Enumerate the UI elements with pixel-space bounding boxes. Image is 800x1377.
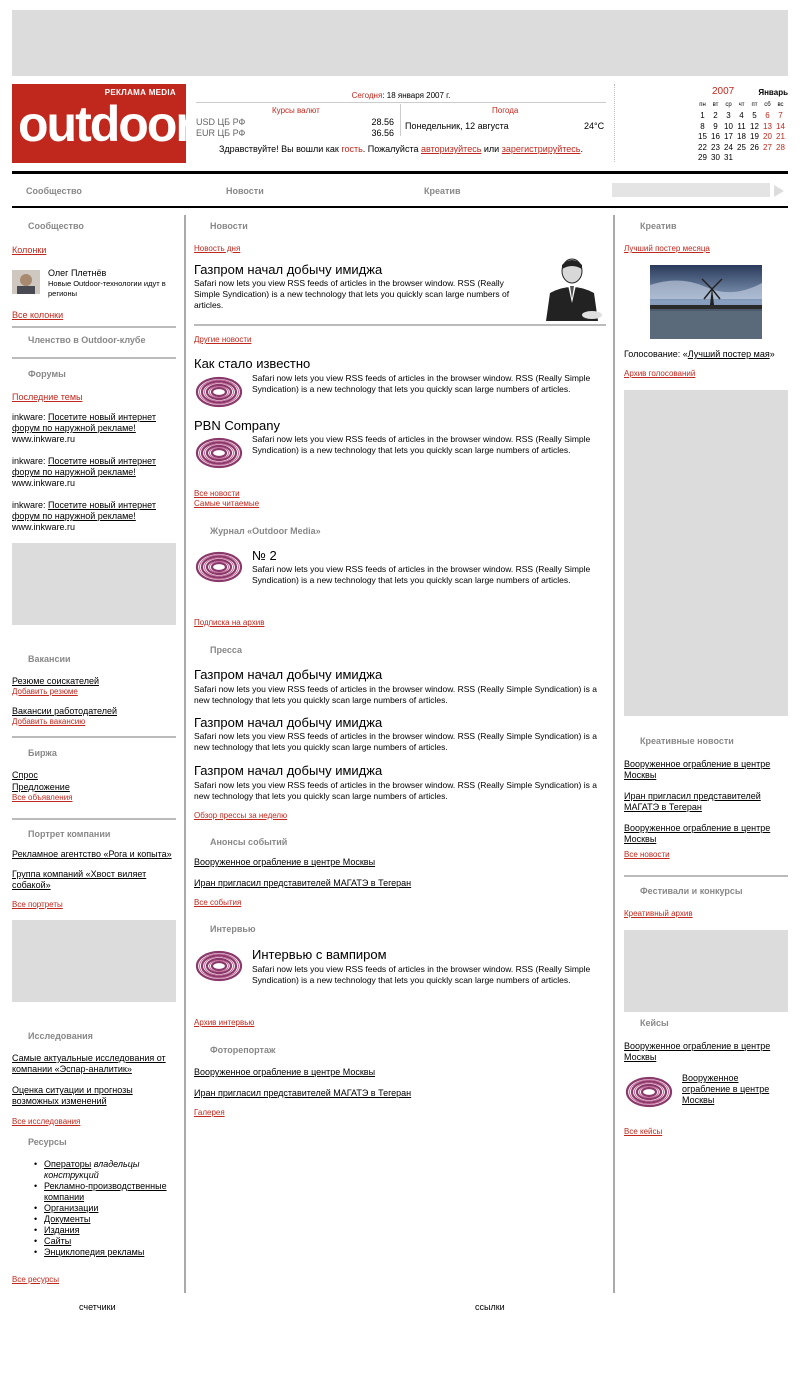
forum-item: inkware: Посетите новый интернет форум по наружной рекламе! www.inkware.ru (12, 412, 156, 444)
calendar-day[interactable] (761, 153, 774, 164)
footer-counters: счетчики (79, 1302, 116, 1312)
ad-banner-right-1[interactable] (624, 390, 788, 716)
author-avatar[interactable] (12, 270, 40, 294)
section-festivals: Фестивали и конкурсы (640, 886, 743, 896)
all-resources-link[interactable]: Все ресурсы (12, 1275, 60, 1284)
all-cases-link[interactable]: Все кейсы (624, 1127, 663, 1136)
calendar-day[interactable]: 12 (750, 121, 759, 131)
ad-banner-right-2[interactable] (624, 930, 788, 1012)
press-text: Safari now lets you view RSS feeds of articles in the browser window. RSS (Really Simple Syndication) is a new technology that lets you quickly scan large numbers of articles. (194, 780, 597, 801)
logo-subtitle: РЕКЛАМА MEDIA (104, 88, 176, 97)
interview-archive-link[interactable]: Архив интервью (194, 1018, 255, 1027)
calendar-day[interactable]: 22 (698, 142, 707, 152)
day-header: пт (751, 102, 758, 109)
day-header: ср (725, 102, 732, 109)
best-poster-link[interactable]: Лучший постер месяца (624, 244, 710, 253)
day-header: чт (738, 102, 745, 109)
search-go-icon[interactable] (774, 185, 784, 197)
case-link[interactable]: Вооруженное ограбление в центре Москвы (682, 1073, 770, 1105)
search-input[interactable] (612, 183, 770, 197)
spiral-thumb-icon[interactable] (194, 547, 245, 585)
main-news-photo[interactable] (536, 255, 606, 321)
calendar-day[interactable]: 29 (698, 153, 707, 163)
forum-topic-link[interactable]: Посетите новый интернет форум по наружной рекламе! (12, 456, 156, 477)
section-vacancies: Вакансии (28, 654, 71, 664)
nav-news[interactable]: Новости (226, 186, 264, 196)
calendar-day[interactable]: 14 (776, 121, 785, 131)
guest-link[interactable]: гость (341, 144, 363, 154)
forum-item: inkware: Посетите новый интернет форум по наружной рекламе! www.inkware.ru (12, 500, 156, 532)
news-item-title[interactable]: PBN Company (194, 418, 280, 433)
all-columns-link[interactable]: Все колонки (12, 310, 64, 320)
login-link[interactable]: авторизуйтесь (420, 144, 482, 154)
company-link[interactable]: Рекламное агентство «Рога и копыта» (12, 849, 172, 859)
all-ads-link[interactable]: Все объявления (12, 793, 73, 802)
section-community: Сообщество (28, 221, 84, 231)
calendar-day[interactable]: 5 (752, 111, 757, 121)
section-research: Исследования (28, 1031, 93, 1041)
calendar-day[interactable]: 25 (737, 142, 746, 152)
resource-link[interactable]: Документы (44, 1214, 91, 1224)
interview-title[interactable]: Интервью с вампиром (252, 947, 387, 962)
spiral-thumb-icon[interactable] (624, 1072, 675, 1110)
author-teaser[interactable]: Новые Outdoor-технологии идут в регионы (48, 279, 166, 298)
top-banner[interactable] (12, 10, 788, 76)
event-link[interactable]: Вооруженное ограбление в центре Москвы (194, 857, 376, 867)
usd-rate: USD ЦБ РФ 28.56 (196, 117, 394, 127)
resource-item (32, 1159, 176, 1181)
calendar-day[interactable]: 30 (711, 153, 720, 163)
businessman-portrait-icon (536, 255, 606, 321)
section-interview: Интервью (210, 924, 256, 934)
nav-community[interactable]: Сообщество (26, 186, 82, 196)
author-name: Олег Плетнёв (48, 268, 107, 278)
calendar-day[interactable]: 19 (750, 132, 759, 142)
author-photo-icon (12, 270, 40, 294)
company-link[interactable]: Группа компаний «Хвост виляет собакой» (12, 869, 147, 890)
calendar-day[interactable] (735, 153, 748, 164)
news-item-text: Safari now lets you view RSS feeds of articles in the browser window. RSS (Really Simple Syndication) is a new technology that lets you quickly scan large numbers of articles. (252, 434, 591, 455)
most-read-link[interactable]: Самые читаемые (194, 499, 260, 508)
calendar-day[interactable]: 15 (698, 132, 707, 142)
resumes-link[interactable]: Резюме соискателей (12, 676, 99, 686)
section-resources: Ресурсы (28, 1137, 67, 1147)
today-date: Сегодня: 18 января 2007 г. (351, 91, 451, 100)
news-item-title[interactable]: Как стало известно (194, 356, 311, 371)
press-text: Safari now lets you view RSS feeds of articles in the browser window. RSS (Really Simple Syndication) is a new technology that lets you quickly scan large numbers of articles. (194, 684, 597, 705)
calendar-day[interactable]: 7 (778, 111, 783, 121)
calendar-day[interactable]: 18 (737, 132, 746, 142)
footer-links: ссылки (475, 1302, 505, 1312)
forum-item: inkware: Посетите новый интернет форум по наружной рекламе! www.inkware.ru (12, 456, 156, 488)
calendar-day[interactable]: 13 (763, 121, 772, 131)
rates-title: Курсы валют (272, 106, 320, 115)
press-title[interactable]: Газпром начал добычу имиджа (194, 763, 383, 778)
forum-topic-link[interactable]: Посетите новый интернет форум по наружной рекламе! (12, 412, 156, 433)
all-research-link[interactable]: Все исследования (12, 1117, 81, 1126)
resource-item (32, 1181, 176, 1203)
main-news-title[interactable]: Газпром начал добычу имиджа (194, 262, 383, 277)
weather-date: Понедельник, 12 августа (405, 121, 509, 131)
divider-left (184, 215, 186, 1293)
calendar-day[interactable]: 24 (724, 142, 733, 152)
section-press: Пресса (210, 645, 242, 655)
section-portrait: Портрет компании (28, 829, 111, 839)
research-link[interactable]: Самые актуальные исследования от компании «Эспар-аналитик» (12, 1053, 166, 1074)
other-news-link[interactable]: Другие новости (194, 335, 252, 344)
day-header: вт (712, 102, 719, 109)
section-news: Новости (210, 221, 248, 231)
calendar-day[interactable]: 9 (713, 121, 718, 131)
calendar-day[interactable]: 27 (763, 142, 772, 152)
main-nav (12, 171, 788, 208)
section-creative-news: Креативные новости (640, 736, 734, 746)
eur-rate: EUR ЦБ РФ 36.56 (196, 128, 394, 138)
resource-item (32, 1225, 176, 1236)
section-events: Анонсы событий (210, 837, 288, 847)
resource-item (32, 1203, 176, 1214)
calendar-day[interactable]: 6 (765, 111, 770, 121)
section-creative: Креатив (640, 221, 677, 231)
news-item-text: Safari now lets you view RSS feeds of articles in the browser window. RSS (Really Simple Syndication) is a new technology that lets you quickly scan large numbers of articles. (252, 373, 591, 394)
news-of-day-link[interactable]: Новость дня (194, 244, 241, 253)
add-resume-link[interactable]: Добавить резюме (12, 687, 78, 696)
creative-news-link[interactable]: Иран пригласил представителей МАГАТЭ в Тегеран (624, 791, 761, 812)
gallery-link[interactable]: Галерея (194, 1108, 225, 1117)
press-title[interactable]: Газпром начал добычу имиджа (194, 715, 383, 730)
press-title[interactable]: Газпром начал добычу имиджа (194, 667, 383, 682)
subscribe-archive-link[interactable]: Подписка на архив (194, 618, 265, 627)
calendar-day[interactable]: 20 (763, 132, 772, 142)
creative-archive-link[interactable]: Креативный архив (624, 909, 693, 918)
resource-link[interactable]: Энциклопедия рекламы (44, 1247, 145, 1257)
photo-report-link[interactable]: Иран пригласил представителей МАГАТЭ в Тегеран (194, 1088, 412, 1098)
calendar-day[interactable]: 21 (776, 132, 785, 142)
calendar-year: 2007 (712, 86, 735, 97)
calendar-day[interactable] (748, 153, 761, 164)
press-text: Safari now lets you view RSS feeds of articles in the browser window. RSS (Really Simple Syndication) is a new technology that lets you quickly scan large numbers of articles. (194, 731, 597, 752)
forum-topic-link[interactable]: Посетите новый интернет форум по наружной рекламе! (12, 500, 156, 521)
section-membership[interactable]: Членство в Outdoor-клубе (28, 335, 146, 345)
calendar-day[interactable]: 10 (724, 121, 733, 131)
calendar-day[interactable]: 31 (724, 153, 733, 163)
vote-link[interactable]: Лучший постер мая (687, 349, 770, 359)
section-cases: Кейсы (640, 1018, 669, 1028)
resource-link[interactable]: Сайты (44, 1236, 72, 1246)
photo-report-link[interactable]: Вооруженное ограбление в центре Москвы (194, 1067, 376, 1077)
case-link[interactable]: Вооруженное ограбление в центре Москвы (624, 1041, 771, 1062)
spiral-thumb-icon[interactable] (194, 946, 245, 984)
best-poster-image[interactable] (650, 265, 762, 339)
weather-title: Погода (492, 106, 519, 115)
all-news-link[interactable]: Все новости (194, 489, 240, 498)
event-link[interactable]: Иран пригласил представителей МАГАТЭ в Тегеран (194, 878, 412, 888)
spiral-thumb-icon[interactable] (194, 372, 245, 410)
windmill-landscape-icon (650, 265, 762, 339)
resource-link[interactable]: Рекламно-производственные компании (44, 1181, 167, 1202)
site-logo[interactable] (12, 84, 193, 163)
journal-text: Safari now lets you view RSS feeds of articles in the browser window. RSS (Really Simple Syndication) is a new technology that lets you quickly scan large numbers of articles. (252, 564, 591, 585)
interview-text: Safari now lets you view RSS feeds of articles in the browser window. RSS (Really Simple Syndication) is a new technology that lets you quickly scan large numbers of articles. (252, 964, 591, 985)
logo-wordmark: outdoor (18, 96, 193, 152)
offer-link[interactable]: Предложение (12, 782, 70, 792)
resource-item (32, 1214, 176, 1225)
calendar-day[interactable]: 1 (700, 111, 705, 121)
resource-item (32, 1236, 176, 1247)
all-creative-news-link[interactable]: Все новости (624, 850, 670, 859)
spiral-thumb-icon[interactable] (194, 433, 245, 471)
resources-list (32, 1159, 176, 1258)
day-header: пн (699, 102, 706, 109)
resource-link[interactable]: Организации (44, 1203, 99, 1213)
register-link[interactable]: зарегистрируйтесь (501, 144, 581, 154)
greeting: Здравствуйте! Вы вошли как гость. Пожалуйста авторизуйтесь или зарегистрируйтесь. (218, 144, 583, 154)
creative-news-link[interactable]: Вооруженное ограбление в центре Москвы (624, 759, 771, 780)
calendar-day[interactable]: 17 (724, 132, 733, 142)
calendar-day[interactable]: 16 (711, 132, 720, 142)
resource-link[interactable]: Издания (44, 1225, 80, 1235)
add-vacancy-link[interactable]: Добавить вакансию (12, 717, 86, 726)
calendar-day[interactable]: 11 (737, 121, 746, 131)
journal-issue-title[interactable]: № 2 (252, 548, 277, 563)
creative-news-link[interactable]: Вооруженное ограбление в центре Москвы (624, 823, 771, 844)
all-portraits-link[interactable]: Все портреты (12, 900, 63, 909)
vote-line: Голосование: «Лучший постер мая» (624, 349, 775, 359)
weather-temp: 24°C (584, 121, 605, 131)
calendar-day[interactable]: 8 (700, 121, 705, 131)
header-info (196, 84, 606, 163)
section-journal: Журнал «Outdoor Media» (210, 526, 321, 536)
calendar-day[interactable]: 4 (739, 111, 744, 121)
resource-item (32, 1247, 176, 1258)
all-events-link[interactable]: Все события (194, 898, 242, 907)
press-review-link[interactable]: Обзор прессы за неделю (194, 811, 288, 820)
day-header: вс (777, 102, 784, 109)
main-news-text: Safari now lets you view RSS feeds of articles in the browser window. RSS (Really Simple Syndication) is a new technology that lets you quickly scan large numbers of articles. (194, 278, 510, 310)
vote-archive-link[interactable]: Архив голосований (624, 369, 696, 378)
calendar-day[interactable]: 28 (776, 142, 785, 152)
resource-note: владельцы конструкций (44, 1159, 140, 1180)
calendar-day[interactable]: 3 (726, 111, 731, 121)
section-photo-report: Фоторепортаж (210, 1045, 276, 1055)
ad-banner-left-2[interactable] (12, 920, 176, 1002)
columns-link[interactable]: Колонки (12, 245, 47, 255)
section-exchange: Биржа (28, 748, 57, 758)
calendar-day[interactable]: 2 (713, 111, 718, 121)
calendar-day[interactable] (774, 153, 787, 164)
ad-banner-left-1[interactable] (12, 543, 176, 625)
calendar-day[interactable]: 23 (711, 142, 720, 152)
calendar-grid (696, 100, 787, 163)
last-topics-link[interactable]: Последние темы (12, 392, 83, 402)
divider-right (613, 215, 615, 1293)
vacancies-link[interactable]: Вакансии работодателей (12, 706, 118, 716)
calendar-day[interactable]: 26 (750, 142, 759, 152)
nav-creative[interactable]: Креатив (424, 186, 461, 196)
section-forums: Форумы (28, 369, 66, 379)
day-header: сб (764, 102, 771, 109)
research-link[interactable]: Оценка ситуации и прогнозы возможных изменений (12, 1085, 133, 1106)
resource-link[interactable]: Операторы (44, 1159, 92, 1169)
calendar-month: Январь (758, 88, 788, 97)
demand-link[interactable]: Спрос (12, 770, 38, 780)
